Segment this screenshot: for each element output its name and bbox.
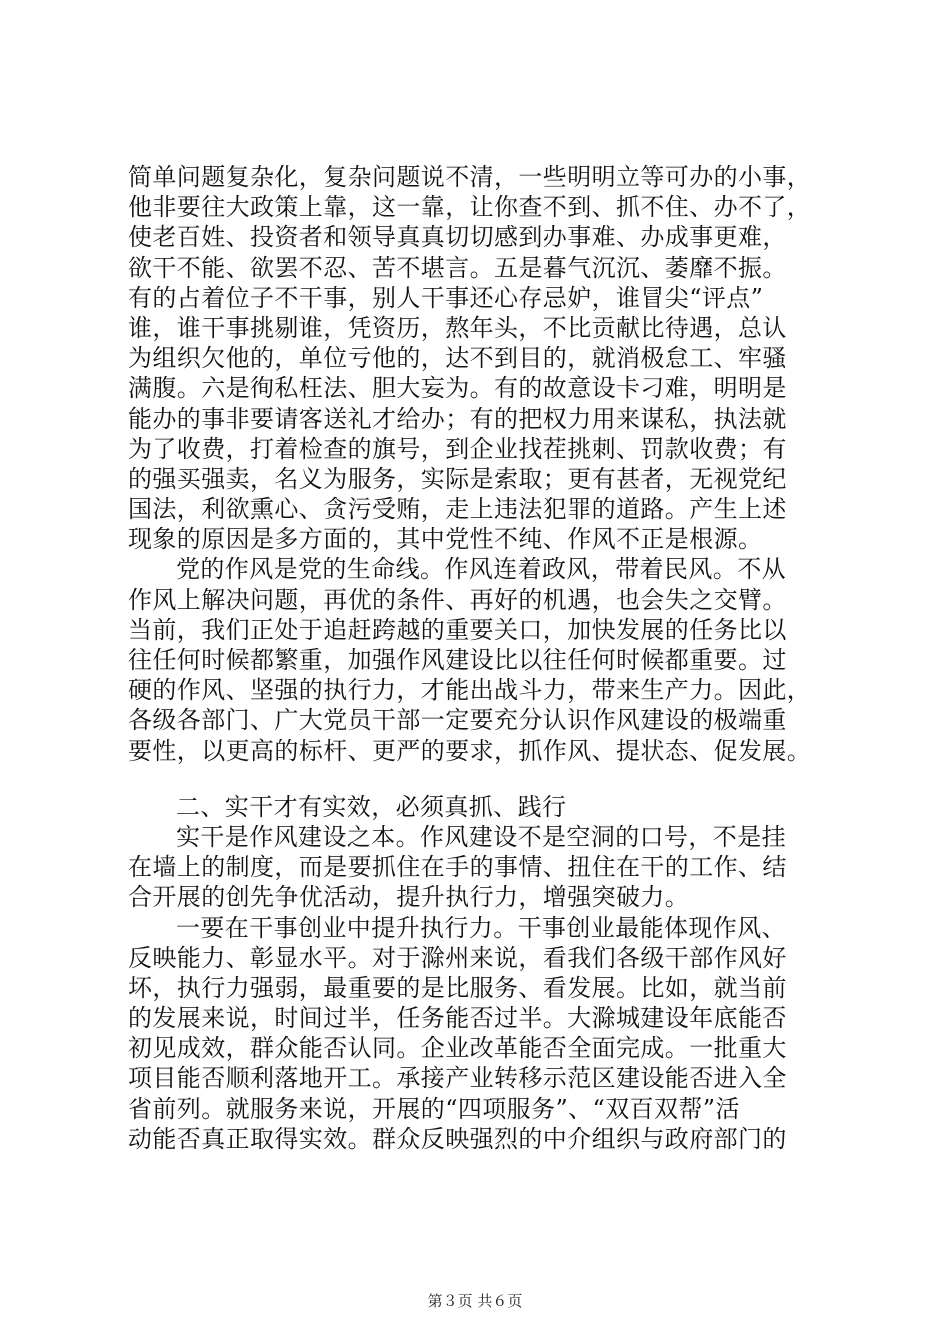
text-line: 当前，我们正处于追赶跨越的重要关口，加快发展的任务比以 bbox=[128, 615, 787, 644]
text-line: 动能否真正取得实效。群众反映强烈的中介组织与政府部门的 bbox=[128, 1124, 787, 1153]
paragraph-block-4 bbox=[128, 913, 848, 1155]
text-line: 项目能否顺利落地开工。承接产业转移示范区建设能否进入全 bbox=[128, 1064, 787, 1093]
text-line: 坏，执行力强弱，最重要的是比服务、看发展。比如，就当前 bbox=[128, 973, 787, 1002]
text-line: 的发展来说，时间过半，任务能否过半。大滁城建设年底能否 bbox=[128, 1004, 787, 1033]
text-line: 谁，谁干事挑剔谁，凭资历，熬年头，不比贡献比待遇，总认 bbox=[128, 313, 787, 342]
text-line: 的强买强卖，名义为服务，实际是索取；更有甚者，无视党纪 bbox=[128, 464, 787, 493]
text-line: 简单问题复杂化，复杂问题说不清，一些明明立等可办的小事， bbox=[128, 163, 812, 191]
text-line: 实干是作风建设之本。作风建设不是空洞的口号，不是挂 bbox=[176, 822, 786, 851]
paragraph-block-3 bbox=[128, 822, 848, 913]
text-line: 反映能力、彰显水平。对于滁州来说，看我们各级干部作风好 bbox=[128, 943, 787, 972]
text-line: 为了收费，打着检查的旗号，到企业找茬挑刺、罚款收费；有 bbox=[128, 434, 787, 463]
text-line: 党的作风是党的生命线。作风连着政风，带着民风。不从 bbox=[176, 555, 786, 584]
document-body bbox=[128, 162, 848, 1154]
text-line: 各级各部门、广大党员干部一定要充分认识作风建设的极端重 bbox=[128, 706, 787, 735]
text-line: 满腹。六是徇私枉法、胆大妄为。有的故意设卡刁难，明明是 bbox=[128, 374, 787, 403]
paragraph-block-2 bbox=[128, 554, 848, 765]
text-line: 初见成效，群众能否认同。企业改革能否全面完成。一批重大 bbox=[128, 1034, 787, 1063]
text-line: 现象的原因是多方面的，其中党性不纯、作风不正是根源。 bbox=[128, 525, 763, 554]
section-heading: 二、实干才有实效，必须真抓、践行 bbox=[176, 792, 567, 821]
text-line: 在墙上的制度，而是要抓住在手的事情、扭住在干的工作、结 bbox=[128, 853, 787, 882]
text-line: 他非要往大政策上靠，这一靠，让你查不到、抓不住、办不了， bbox=[128, 193, 812, 222]
text-line: 能办的事非要请客送礼才给办；有的把权力用来谋私，执法就 bbox=[128, 404, 787, 433]
text-line: 往任何时候都繁重，加强作风建设比以往任何时候都重要。过 bbox=[128, 646, 787, 674]
paragraph-block-1 bbox=[128, 162, 848, 554]
text-line: 有的占着位子不干事，别人干事还心存忌妒，谁冒尖“评点” bbox=[128, 283, 764, 312]
text-line: 要性，以更高的标杆、更严的要求，抓作风、提状态、促发展。 bbox=[128, 736, 812, 765]
section-gap bbox=[128, 766, 848, 792]
text-line: 作风上解决问题，再优的条件、再好的机遇，也会失之交臂。 bbox=[128, 585, 787, 614]
page-footer: 第３页 共６页 bbox=[427, 1292, 523, 1310]
text-line: 合开展的创先争优活动，提升执行力，增强突破力。 bbox=[128, 883, 690, 912]
text-line: 欲干不能、欲罢不忍、苦不堪言。五是暮气沉沉、萎靡不振。 bbox=[128, 253, 787, 282]
text-line: 使老百姓、投资者和领导真真切切感到办事难、办成事更难， bbox=[128, 223, 787, 252]
text-line: 硬的作风、坚强的执行力，才能出战斗力，带来生产力。因此， bbox=[128, 676, 812, 705]
text-line: 一要在干事创业中提升执行力。干事创业最能体现作风、 bbox=[176, 913, 786, 942]
text-line: 省前列。就服务来说，开展的“四项服务”、“双百双帮”活 bbox=[128, 1094, 740, 1123]
text-line: 为组织欠他的，单位亏他的，达不到目的，就消极怠工、牢骚 bbox=[128, 344, 787, 373]
text-line: 国法，利欲熏心、贪污受贿，走上违法犯罪的道路。产生上述 bbox=[128, 495, 787, 524]
